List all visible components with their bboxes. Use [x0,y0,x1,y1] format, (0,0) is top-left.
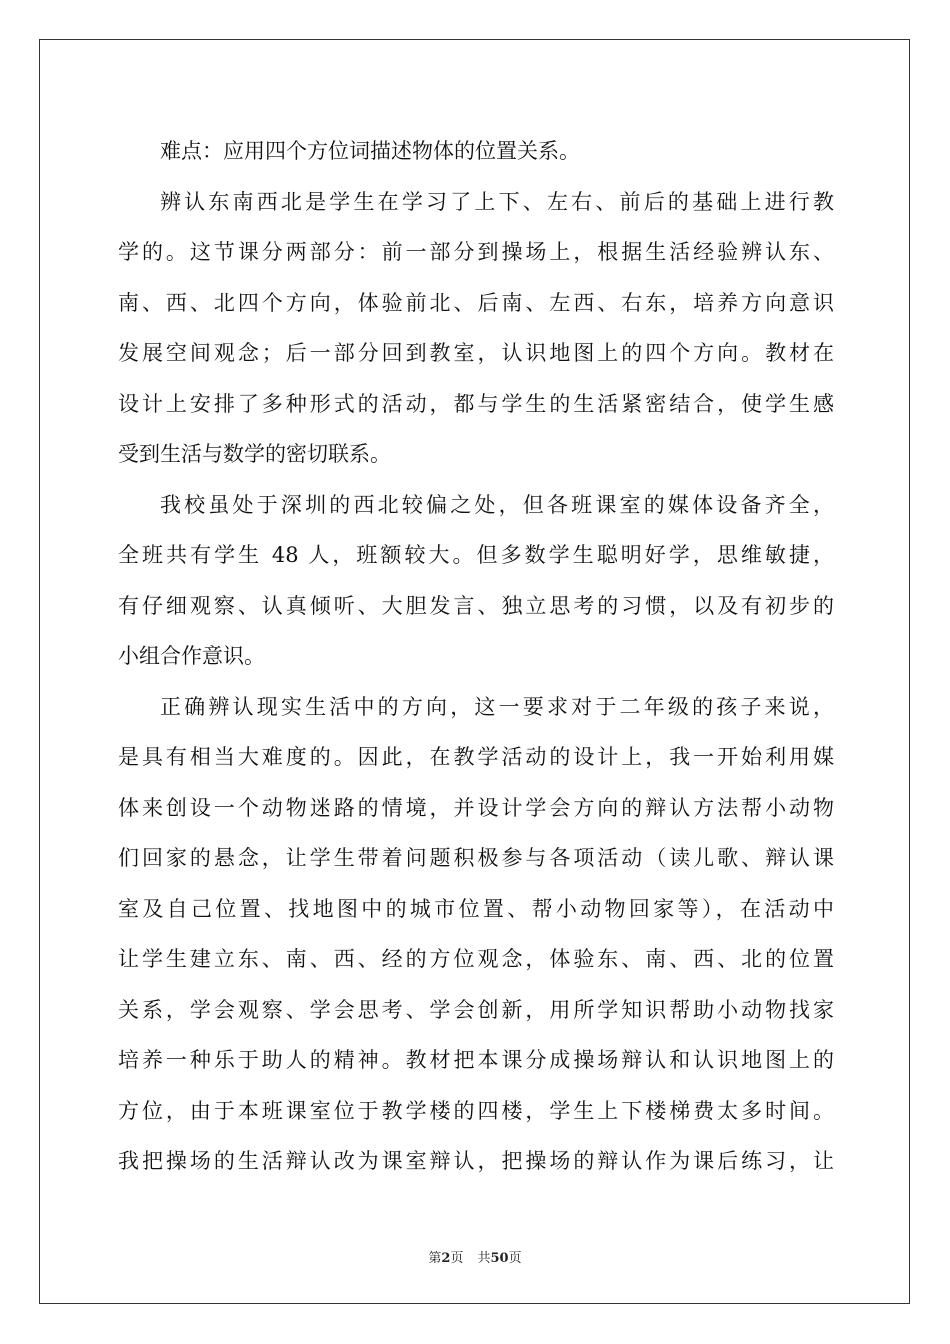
text-line: 南、西、北四个方向，体验前北、后南、左西、右东，培养方向意识 [118,290,834,315]
text-line: 发展空间观念；后一部分回到教室，认识地图上的四个方向。教材在 [118,341,834,365]
text-line: 有仔细观察、认真倾听、大胆发言、独立思考的习惯，以及有初步的 [118,593,834,618]
text-line: 学的。这节课分两部分：前一部分到操场上，根据生活经验辨认东、 [118,240,834,264]
page-prefix: 第 [428,1251,442,1266]
text-line: 让学生建立东、南、西、经的方位观念，体验东、南、西、北的位置 [118,947,834,971]
text-line: 我校虽处于深圳的西北较偏之处，但各班课室的媒体设备齐全， [160,492,834,517]
text-line: 受到生活与数学的密切联系。 [118,442,391,466]
text-line: 设计上安排了多种形式的活动，都与学生的生活紧密结合，使学生感 [118,391,834,416]
text-line: 全班共有学生 48 人，班额较大。但多数学生聪明好学，思维敏捷， [118,543,834,567]
text-line: 关系，学会观察、学会思考、学会创新，用所学知识帮助小动物找家 [118,997,834,1022]
text-line: 我把操场的生活辩认改为课室辩认，把操场的辩认作为课后练习，让 [118,1149,834,1173]
text-line: 体来创设一个动物迷路的情境，并设计学会方向的辩认方法帮小动物 [118,795,834,820]
text-line: 正确辨认现实生活中的方向，这一要求对于二年级的孩子来说， [160,694,834,719]
text-line: 小组合作意识。 [118,644,265,668]
text-line: 们回家的悬念，让学生带着问题积极参与各项活动（读儿歌、辩认课 [118,846,834,870]
page-suffix: 页 [450,1251,464,1266]
page-footer [0,1247,950,1266]
text-line: 难点：应用四个方位词描述物体的位置关系。 [160,139,580,163]
total-prefix: 共 [477,1251,491,1266]
text-line: 是具有相当大难度的。因此，在教学活动的设计上，我一开始利用媒 [118,745,834,769]
page-number: 2 [441,1251,451,1266]
document-body [118,126,834,1187]
total-suffix: 页 [508,1251,522,1266]
total-pages: 50 [490,1251,509,1266]
text-line: 方位，由于本班课室位于教学楼的四楼，学生上下楼梯费太多时间。 [118,1098,834,1123]
text-line: 培养一种乐于助人的精神。教材把本课分成操场辩认和认识地图上的 [118,1048,834,1072]
text-line: 辨认东南西北是学生在学习了上下、左右、前后的基础上进行教 [160,189,834,214]
text-line: 室及自己位置、找地图中的城市位置、帮小动物回家等），在活动中 [118,896,834,921]
